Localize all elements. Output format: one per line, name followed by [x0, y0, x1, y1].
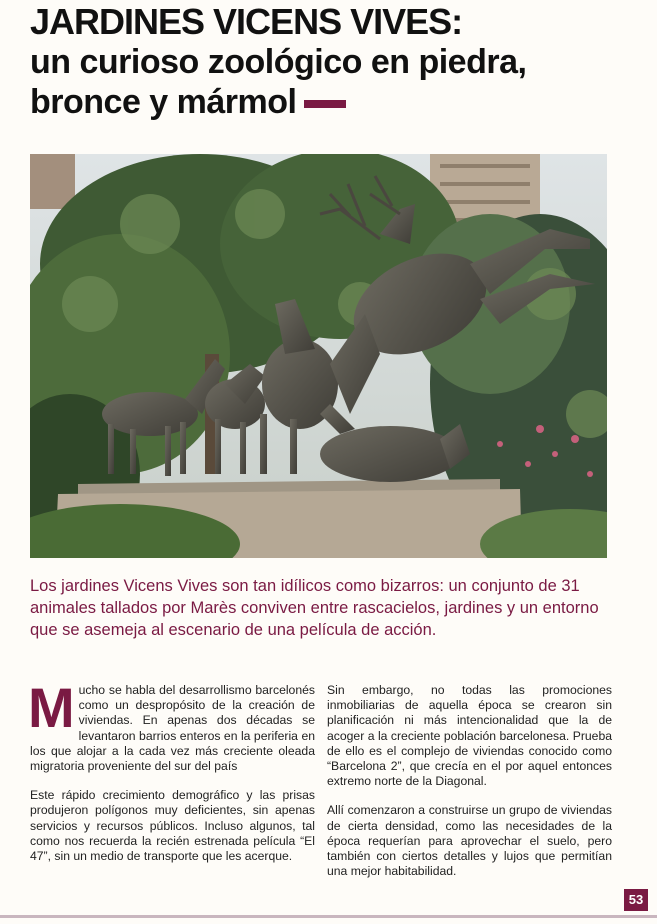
title-line-2: un curioso zoológico en piedra,	[30, 43, 527, 81]
paragraph: Este rápido crecimiento demográfico y las prisas produjeron polígonos muy deficientes, sin apenas servicios y recursos públicos. Incluso algunos, tal como nos recuerda la recién estrenada película “El 47”, sin un medio de transporte que les acerque.	[30, 788, 315, 864]
paragraph: Sin embargo, no todas las promociones inmobiliarias de aquella época se crearon sin planificación ni más intencionalidad que la de acoger a la creciente población barcelonesa. Prueba de ello es el complejo de viviendas conocido como “Barcelona 2”, que crecía en el por aquel entonces extremo norte de la Diagonal.	[327, 683, 612, 789]
title-line-3	[30, 82, 640, 122]
dropcap-letter: M	[28, 676, 75, 739]
page-number: 53	[624, 889, 648, 911]
footer-rule	[0, 915, 657, 918]
title-line-1: JARDINES VICENS VIVES:	[30, 1, 463, 42]
article-title	[30, 2, 640, 122]
paragraph: Allí comenzaron a construirse un grupo de viviendas de cierta densidad, como las necesidades de la época requerían para aprovechar el suelo, pero también con ciertos detalles y lujos que permitían una mejor habitabilidad.	[327, 803, 612, 879]
paragraph-text: ucho se habla del desarrollismo barcelonés como un despropósito de la creación de viviendas. En apenas dos décadas se levantaron barrios enteros en la periferia en los que alojar a la cada vez más creciente oleada migratoria proveniente del sur del país	[30, 683, 315, 774]
title-accent-bar	[304, 100, 346, 108]
article-column-right	[327, 683, 612, 893]
title-line-3-text: bronce y mármol	[30, 83, 297, 121]
lead-paragraph: Los jardines Vicens Vives son tan idílicos como bizarros: un conjunto de 31 animales tallados por Marès conviven entre rascacielos, jardines y un entorno que se asemeja al escenario de una película de acción.	[30, 577, 599, 639]
sculpture-photo	[30, 154, 607, 558]
article-column-left	[28, 676, 315, 878]
paragraph	[28, 676, 315, 774]
